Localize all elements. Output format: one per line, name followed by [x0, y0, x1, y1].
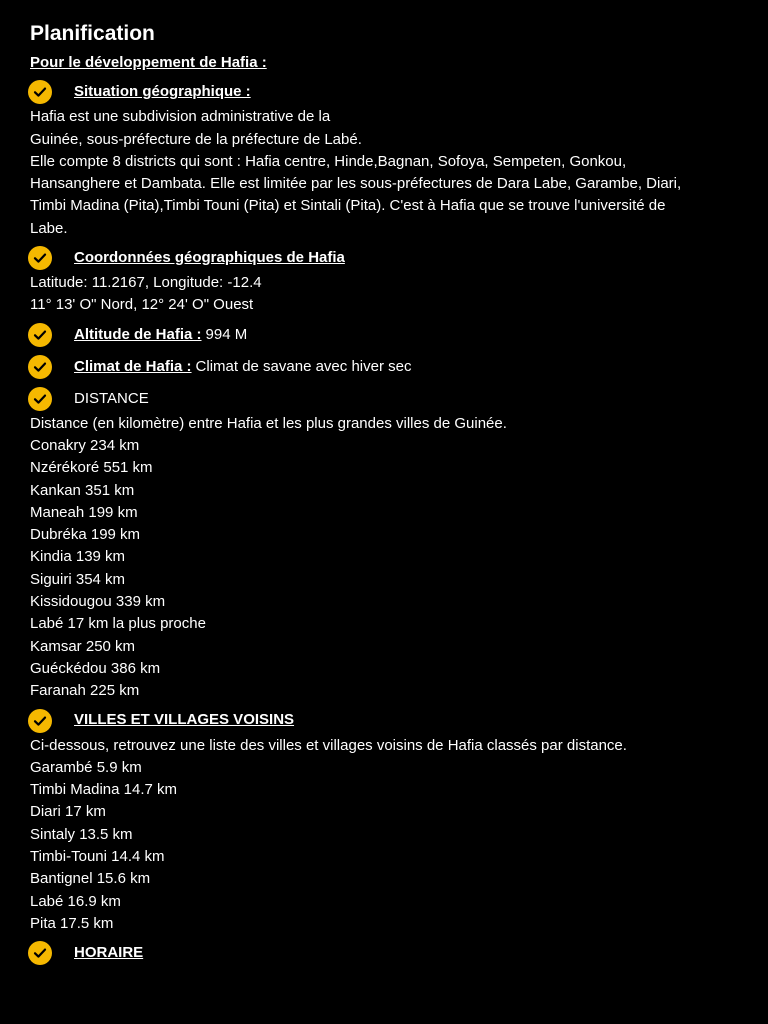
check-circle-icon [28, 941, 52, 965]
section-heading-label: Climat de Hafia : [74, 357, 192, 375]
altitude-value: 994 M [205, 325, 248, 343]
section-heading-label: VILLES ET VILLAGES VOISINS [74, 711, 295, 729]
section-situation-heading [30, 78, 738, 106]
list-item: Kissidougou 339 km [30, 593, 166, 611]
list-item: Dubréka 199 km [30, 526, 141, 544]
page-subtitle: Pour le développement de Hafia : [30, 54, 267, 71]
list-item: Siguiri 354 km [30, 570, 126, 588]
check-circle-icon [28, 355, 52, 379]
list-item: Faranah 225 km [30, 682, 140, 700]
list-item: Labé 17 km la plus proche [30, 615, 206, 633]
list-item: Timbi Madina 14.7 km [30, 781, 177, 799]
list-item: Maneah 199 km [30, 503, 138, 521]
text-line: Hansanghere et Dambata. Elle est limitée par les sous-préfectures de Dara Labe, Garambe, Diari, [30, 175, 682, 193]
neighbors-list [30, 735, 738, 936]
distance-list [30, 413, 738, 703]
coordinates-text [30, 272, 738, 317]
list-item: Bantignel 15.6 km [30, 870, 151, 888]
check-circle-icon [28, 387, 52, 411]
text-line: Labe. [30, 219, 68, 237]
section-climate-heading [30, 353, 738, 381]
list-item: Pita 17.5 km [30, 914, 114, 932]
list-item: Diari 17 km [30, 803, 106, 821]
check-circle-icon [28, 80, 52, 104]
list-item: Timbi-Touni 14.4 km [30, 848, 165, 866]
section-heading-label: Altitude de Hafia : [74, 325, 202, 343]
section-altitude-heading [30, 321, 738, 349]
check-circle-icon [28, 246, 52, 270]
text-line: Elle compte 8 districts qui sont : Hafia centre, Hinde,Bagnan, Sofoya, Sempeten, Gonkou, [30, 152, 627, 170]
text-line: Hafia est une subdivision administrative de la [30, 108, 331, 126]
section-distance-heading [30, 385, 738, 413]
neighbors-intro: Ci-dessous, retrouvez une liste des villes et villages voisins de Hafia classés par distance. [30, 736, 627, 754]
section-heading-label: DISTANCE [74, 389, 149, 407]
section-heading-label: Coordonnées géographiques de Hafia [74, 248, 345, 266]
situation-text [30, 106, 738, 240]
climate-value: Climat de savane avec hiver sec [195, 357, 412, 375]
list-item: Nzérékoré 551 km [30, 459, 153, 477]
section-neighbors-heading [30, 707, 738, 735]
section-schedule-heading [30, 939, 738, 967]
text-line: Latitude: 11.2167, Longitude: -12.4 [30, 274, 262, 292]
list-item: Kindia 139 km [30, 548, 126, 566]
list-item: Kankan 351 km [30, 481, 135, 499]
distance-intro: Distance (en kilomètre) entre Hafia et les plus grandes villes de Guinée. [30, 414, 507, 432]
check-circle-icon [28, 323, 52, 347]
section-coordinates-heading [30, 244, 738, 272]
check-circle-icon [28, 709, 52, 733]
text-line: 11° 13' O" Nord, 12° 24' O" Ouest [30, 296, 254, 314]
list-item: Garambé 5.9 km [30, 758, 142, 776]
list-item: Kamsar 250 km [30, 637, 136, 655]
list-item: Conakry 234 km [30, 436, 140, 454]
section-heading-label: Situation géographique : [74, 83, 251, 101]
section-heading-label: HORAIRE [74, 944, 144, 962]
list-item: Sintaly 13.5 km [30, 825, 133, 843]
list-item: Guéckédou 386 km [30, 659, 161, 677]
text-line: Timbi Madina (Pita),Timbi Touni (Pita) et Sintali (Pita). C'est à Hafia que se trouve l'université de [30, 197, 666, 215]
page-title: Planification [30, 22, 155, 45]
list-item: Labé 16.9 km [30, 892, 121, 910]
text-line: Guinée, sous-préfecture de la préfecture de Labé. [30, 130, 362, 148]
